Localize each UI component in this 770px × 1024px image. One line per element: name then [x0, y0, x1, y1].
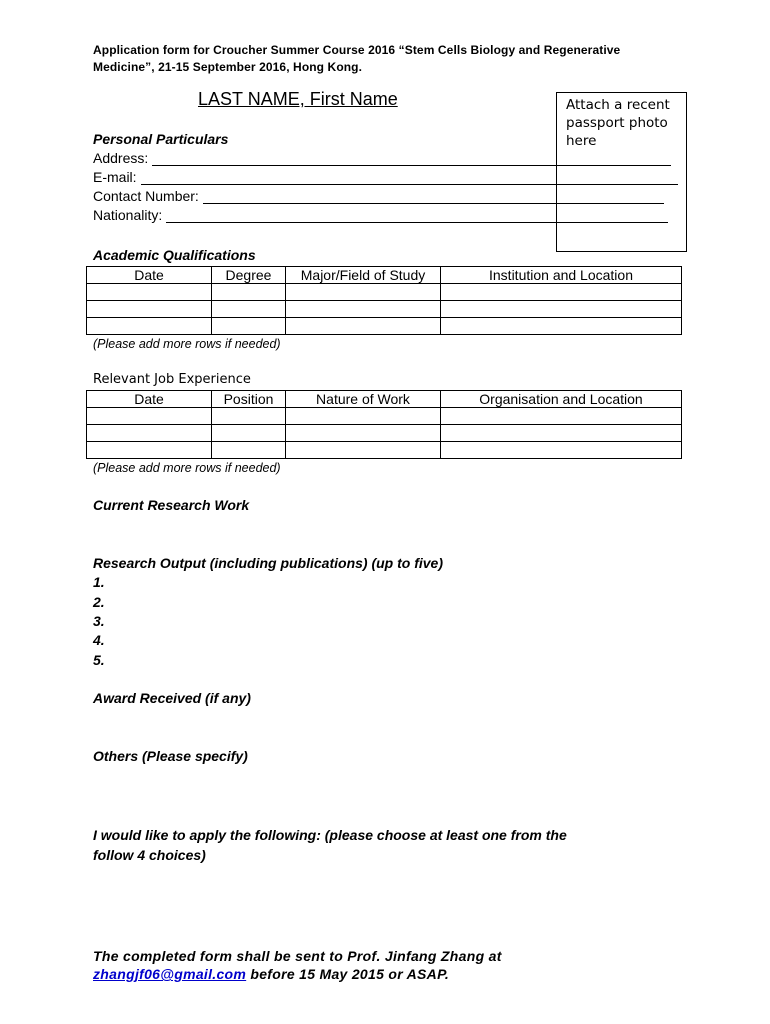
table-cell[interactable] [87, 318, 212, 335]
table-row[interactable] [87, 408, 682, 425]
nationality-field[interactable] [93, 207, 668, 223]
academic-col-institution: Institution and Location [441, 267, 682, 284]
email-link[interactable]: zhangjf06@gmail.com [93, 966, 247, 982]
table-cell[interactable] [87, 425, 212, 442]
academic-heading: Academic Qualifications [93, 247, 256, 263]
footer-line-2-rest: before 15 May 2015 or ASAP. [246, 966, 450, 982]
table-cell[interactable] [286, 301, 441, 318]
table-cell[interactable] [286, 442, 441, 459]
contact-number-label: Contact Number: [93, 188, 199, 204]
table-row[interactable] [87, 318, 682, 335]
table-row[interactable] [87, 425, 682, 442]
table-cell[interactable] [286, 318, 441, 335]
list-item: 2. [93, 594, 105, 610]
table-row[interactable] [87, 284, 682, 301]
job-col-organisation: Organisation and Location [441, 391, 682, 408]
list-item: 1. [93, 574, 105, 590]
photo-box-line-1: Attach a recent [566, 97, 670, 113]
form-header [93, 42, 673, 76]
table-cell[interactable] [87, 442, 212, 459]
academic-table [86, 266, 682, 335]
table-cell[interactable] [286, 425, 441, 442]
header-line-2: Medicine”, 21-15 September 2016, Hong Kong. [93, 60, 363, 74]
footer-line-1: The completed form shall be sent to Prof. Jinfang Zhang at [93, 948, 502, 964]
list-item: 4. [93, 632, 105, 648]
apply-line-1: I would like to apply the following: (please choose at least one from the [93, 827, 567, 843]
job-col-nature: Nature of Work [286, 391, 441, 408]
table-cell[interactable] [286, 284, 441, 301]
others-heading: Others (Please specify) [93, 748, 248, 764]
academic-col-degree: Degree [212, 267, 286, 284]
table-cell[interactable] [212, 284, 286, 301]
footer-line-2 [93, 965, 653, 983]
table-cell[interactable] [87, 408, 212, 425]
list-item: 3. [93, 613, 105, 629]
contact-number-field[interactable] [93, 188, 664, 204]
table-row[interactable] [87, 301, 682, 318]
table-cell[interactable] [441, 408, 682, 425]
job-col-position: Position [212, 391, 286, 408]
name-title: LAST NAME, First Name [198, 89, 398, 109]
photo-box-line-2: passport photo [566, 115, 668, 131]
submission-instructions [93, 947, 653, 983]
job-header-row [87, 391, 682, 408]
list-item: 5. [93, 652, 105, 668]
table-cell[interactable] [212, 425, 286, 442]
contact-number-line[interactable] [203, 190, 664, 204]
address-field[interactable] [93, 150, 671, 166]
photo-box-line-3: here [566, 133, 597, 149]
job-table [86, 390, 682, 459]
table-cell[interactable] [441, 442, 682, 459]
job-col-date: Date [87, 391, 212, 408]
table-cell[interactable] [212, 318, 286, 335]
research-work-heading: Current Research Work [93, 497, 250, 513]
table-cell[interactable] [87, 301, 212, 318]
table-cell[interactable] [441, 318, 682, 335]
email-line[interactable] [141, 171, 678, 185]
address-label: Address: [93, 150, 149, 166]
job-heading: Relevant Job Experience [93, 372, 251, 387]
nationality-line[interactable] [166, 209, 668, 223]
table-cell[interactable] [441, 425, 682, 442]
table-cell[interactable] [87, 284, 212, 301]
table-row[interactable] [87, 442, 682, 459]
academic-note: (Please add more rows if needed) [93, 337, 281, 351]
table-cell[interactable] [212, 301, 286, 318]
table-cell[interactable] [212, 442, 286, 459]
job-note: (Please add more rows if needed) [93, 461, 281, 475]
award-heading: Award Received (if any) [93, 690, 251, 706]
address-line[interactable] [152, 152, 671, 166]
table-cell[interactable] [212, 408, 286, 425]
email-label: E-mail: [93, 169, 137, 185]
research-output-heading: Research Output (including publications) (up to five) [93, 555, 443, 571]
nationality-label: Nationality: [93, 207, 163, 223]
personal-particulars-heading: Personal Particulars [93, 131, 229, 147]
apply-line-2: follow 4 choices) [93, 847, 206, 863]
table-cell[interactable] [441, 301, 682, 318]
email-field[interactable] [93, 169, 678, 185]
academic-col-date: Date [87, 267, 212, 284]
header-line-1: Application form for Croucher Summer Course 2016 “Stem Cells Biology and Regenerative [93, 43, 621, 57]
apply-heading [93, 825, 567, 865]
academic-col-major: Major/Field of Study [286, 267, 441, 284]
table-cell[interactable] [286, 408, 441, 425]
table-cell[interactable] [441, 284, 682, 301]
academic-header-row [87, 267, 682, 284]
